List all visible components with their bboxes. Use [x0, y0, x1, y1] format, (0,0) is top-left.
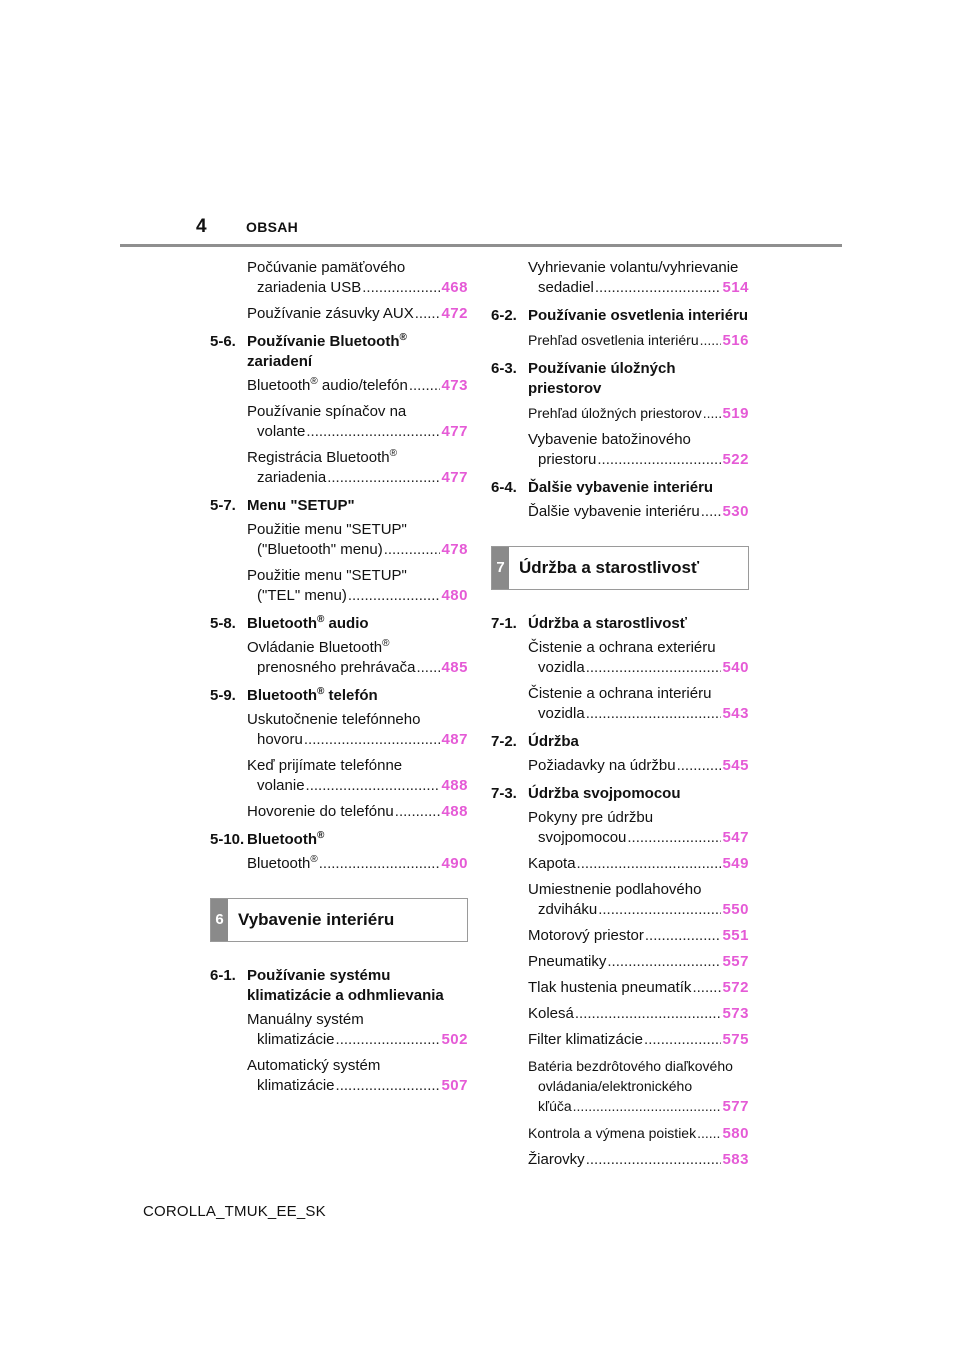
toc-section [491, 732, 749, 752]
toc-entry[interactable] [210, 402, 468, 442]
toc-entry[interactable] [210, 756, 468, 796]
entry-line [247, 802, 468, 822]
toc-entry[interactable] [491, 756, 749, 776]
page-link[interactable]: 573 [722, 1005, 749, 1022]
page-link[interactable]: 551 [722, 927, 749, 944]
toc-entry[interactable] [210, 802, 468, 822]
page-link[interactable]: 545 [722, 757, 749, 774]
entry-line [528, 900, 749, 920]
page-link[interactable]: 488 [441, 777, 468, 794]
section-number: 5-7. [210, 497, 236, 514]
entry-text: Kolesá [528, 1005, 574, 1022]
entry-text: vozidla [538, 705, 585, 722]
toc-entry[interactable] [210, 376, 468, 396]
entry-line [247, 730, 468, 750]
toc-entry[interactable] [491, 1123, 749, 1144]
page-link[interactable]: 530 [722, 503, 749, 520]
entry-line [247, 540, 468, 560]
toc-section [210, 496, 468, 516]
section-number: 6-1. [210, 967, 236, 984]
entry-line [528, 502, 749, 522]
entry-line [247, 468, 468, 488]
toc-entry[interactable] [491, 1030, 749, 1050]
section-title: Bluetooth® audio [247, 614, 369, 632]
toc-section [491, 359, 749, 399]
entry-text: Prehľad osvetlenia interiéru [528, 332, 699, 348]
page-link[interactable]: 487 [441, 731, 468, 748]
entry-text: Hovorenie do telefónu [247, 803, 394, 820]
entry-line [528, 828, 749, 848]
entry-text: Kapota [528, 855, 576, 872]
dot-leader [409, 376, 441, 396]
page-link[interactable]: 547 [722, 829, 749, 846]
dot-leader [319, 854, 441, 874]
section-number: 5-8. [210, 615, 236, 632]
section-number: 7-3. [491, 785, 517, 802]
page-link[interactable]: 477 [441, 469, 468, 486]
page-link[interactable]: 473 [441, 377, 468, 394]
dot-leader [336, 1076, 441, 1096]
chapter-title: Údržba a starostlivosť [519, 558, 700, 577]
toc-entry[interactable] [491, 854, 749, 874]
entry-text: Prehľad úložných priestorov [528, 405, 702, 421]
entry-text: ("Bluetooth" menu) [257, 541, 383, 558]
section-number: 5-10. [210, 831, 245, 848]
entry-text: vozidla [538, 659, 585, 676]
document-code: COROLLA_TMUK_EE_SK [143, 1203, 326, 1220]
page-link[interactable]: 522 [722, 451, 749, 468]
dot-leader [304, 730, 441, 750]
entry-line [247, 776, 468, 796]
section-title: Používanie Bluetooth® zariadení [247, 332, 407, 370]
toc-section [210, 966, 468, 1006]
dot-leader [692, 978, 721, 998]
dot-leader [348, 586, 441, 606]
page-link[interactable]: 488 [441, 803, 468, 820]
section-title: Údržba svojpomocou [528, 785, 681, 802]
dot-leader [598, 900, 721, 920]
entry-line: Uskutočnenie telefónneho [247, 711, 421, 728]
chapter-box[interactable] [210, 898, 468, 942]
entry-line [528, 658, 749, 678]
entry-line [528, 1096, 749, 1117]
entry-line: Registrácia Bluetooth® [247, 448, 397, 466]
page-link[interactable]: 550 [722, 901, 749, 918]
dot-leader [645, 926, 722, 946]
page-link[interactable]: 478 [441, 541, 468, 558]
page-link[interactable]: 583 [722, 1151, 749, 1168]
toc-section [491, 306, 749, 326]
page-link[interactable]: 516 [722, 332, 749, 349]
page-link[interactable]: 580 [722, 1125, 749, 1142]
entry-line [528, 756, 749, 776]
entry-line [528, 1150, 749, 1170]
entry-line: Čistenie a ochrana interiéru [528, 685, 712, 702]
section-title: Používanie systému klimatizácie a odhmlievania [247, 967, 444, 1004]
entry-line [528, 278, 749, 298]
entry-line: Umiestnenie podlahového [528, 881, 702, 898]
entry-line [247, 1076, 468, 1096]
entry-line: Batéria bezdrôtového diaľkového [528, 1058, 733, 1074]
toc-entry[interactable] [210, 854, 468, 874]
page-link[interactable]: 575 [722, 1031, 749, 1048]
section-number: 5-9. [210, 687, 236, 704]
entry-line [528, 978, 749, 998]
entry-line: Použitie menu "SETUP" [247, 521, 407, 538]
entry-text: zariadenia USB [257, 279, 362, 296]
entry-line: Čistenie a ochrana exteriéru [528, 639, 716, 656]
dot-leader [577, 854, 722, 874]
section-title: Menu "SETUP" [247, 497, 355, 514]
toc-entry[interactable] [210, 304, 468, 324]
entry-line: Pokyny pre údržbu [528, 809, 654, 826]
page-link[interactable]: 514 [722, 279, 749, 296]
toc-entry[interactable] [210, 258, 468, 298]
dot-leader [362, 278, 440, 298]
toc-entry[interactable] [491, 926, 749, 946]
entry-text: ("TEL" menu) [257, 587, 347, 604]
entry-line [247, 1030, 468, 1050]
entry-line [528, 450, 749, 470]
toc-section [210, 332, 468, 372]
entry-line [528, 330, 749, 351]
entry-text: kľúča [538, 1098, 572, 1114]
dot-leader [586, 1150, 722, 1170]
entry-text: Bluetooth® audio/telefón [247, 376, 408, 394]
section-number: 6-3. [491, 360, 517, 377]
entry-text: Kontrola a výmena poistiek [528, 1125, 697, 1141]
chapter-number-tab: 7 [492, 547, 509, 589]
entry-line [247, 304, 468, 324]
toc-entry[interactable] [491, 502, 749, 522]
entry-line: Počúvanie pamäťového [247, 259, 406, 276]
toc-entry[interactable] [491, 684, 749, 724]
entry-line [528, 403, 749, 424]
toc-entry[interactable] [491, 978, 749, 998]
toc-section [210, 830, 468, 850]
entry-line [247, 854, 468, 874]
dot-leader [415, 304, 441, 324]
page-link[interactable]: 480 [441, 587, 468, 604]
entry-line: Použitie menu "SETUP" [247, 567, 407, 584]
entry-text: Filter klimatizácie [528, 1031, 644, 1048]
section-number: 6-4. [491, 479, 517, 496]
entry-line [247, 376, 468, 396]
entry-line: ovládania/elektronického [538, 1078, 693, 1094]
section-number: 7-2. [491, 733, 517, 750]
entry-text: zariadenia [257, 469, 327, 486]
entry-line [247, 586, 468, 606]
section-title: Údržba a starostlivosť [528, 615, 687, 632]
section-number: 6-2. [491, 307, 517, 324]
dot-leader [573, 1096, 722, 1116]
dot-leader [703, 403, 722, 423]
toc-entry[interactable] [491, 880, 749, 920]
toc-entry[interactable] [491, 808, 749, 848]
dot-leader [597, 450, 721, 470]
page-link[interactable]: 507 [441, 1077, 468, 1094]
toc-entry[interactable] [210, 638, 468, 678]
dot-leader [586, 704, 722, 724]
entry-text: Bluetooth® [247, 854, 318, 872]
entry-line [528, 1004, 749, 1024]
toc-entry[interactable] [491, 638, 749, 678]
page-link[interactable]: 519 [722, 405, 749, 422]
section-title: Používanie osvetlenia interiéru [528, 307, 749, 324]
entry-line [247, 422, 468, 442]
toc-entry[interactable] [210, 520, 468, 560]
entry-text: volante [257, 423, 306, 440]
dot-leader [384, 540, 441, 560]
entry-line: Používanie spínačov na [247, 403, 407, 420]
entry-text: svojpomocou [538, 829, 627, 846]
entry-line: Vybavenie batožinového [528, 431, 691, 448]
toc-right-column [491, 254, 749, 1176]
dot-leader [607, 952, 721, 972]
entry-text: Tlak hustenia pneumatík [528, 979, 692, 996]
entry-line: Vyhrievanie volantu/vyhrievanie [528, 259, 739, 276]
entry-text: prenosného prehrávača [257, 659, 416, 676]
chapter-number-tab: 6 [211, 899, 228, 941]
toc-entry[interactable] [491, 1150, 749, 1170]
chapter-title: Vybavenie interiéru [238, 910, 395, 929]
toc-entry[interactable] [210, 1056, 468, 1096]
entry-line [247, 658, 468, 678]
section-title: Ďalšie vybavenie interiéru [528, 479, 714, 496]
header-rule [120, 244, 842, 247]
entry-text: Používanie zásuvky AUX [247, 305, 414, 322]
dot-leader [595, 278, 722, 298]
page-link[interactable]: 468 [441, 279, 468, 296]
entry-text: priestoru [538, 451, 597, 468]
section-title: Bluetooth® [247, 830, 325, 848]
toc-entry[interactable] [491, 258, 749, 298]
entry-line [528, 1123, 749, 1144]
toc-section [491, 478, 749, 498]
dot-leader [395, 802, 441, 822]
entry-line [528, 854, 749, 874]
section-title: Údržba [528, 733, 579, 750]
page-header-title: OBSAH [246, 219, 299, 235]
page-link[interactable]: 490 [441, 855, 468, 872]
toc-entry[interactable] [491, 403, 749, 424]
section-title: Používanie úložných priestorov [528, 360, 676, 397]
dot-leader [677, 756, 722, 776]
entry-line [528, 926, 749, 946]
page-link[interactable]: 472 [441, 305, 468, 322]
entry-line [528, 704, 749, 724]
page-link[interactable]: 577 [722, 1098, 749, 1115]
entry-text: volanie [257, 777, 305, 794]
page-number: 4 [196, 216, 207, 237]
entry-text: Pneumatiky [528, 953, 607, 970]
dot-leader [306, 776, 441, 796]
page-link[interactable]: 477 [441, 423, 468, 440]
entry-line: Manuálny systém [247, 1011, 364, 1028]
toc-section [210, 686, 468, 706]
entry-line: Keď prijímate telefónne [247, 757, 403, 774]
dot-leader [644, 1030, 721, 1050]
toc-section [491, 784, 749, 804]
page-link[interactable]: 572 [722, 979, 749, 996]
page-link[interactable]: 549 [722, 855, 749, 872]
entry-text: Požiadavky na údržbu [528, 757, 676, 774]
toc-section [491, 614, 749, 634]
section-title: Bluetooth® telefón [247, 686, 378, 704]
entry-text: zdviháku [538, 901, 598, 918]
dot-leader [627, 828, 721, 848]
dot-leader [327, 468, 440, 488]
toc-entry[interactable] [491, 1004, 749, 1024]
chapter-box[interactable] [491, 546, 749, 590]
entry-text: Žiarovky [528, 1151, 585, 1168]
toc-entry[interactable] [210, 710, 468, 750]
entry-text: Motorový priestor [528, 927, 644, 944]
toc-entry[interactable] [210, 1010, 468, 1050]
entry-line [528, 1030, 749, 1050]
section-number: 7-1. [491, 615, 517, 632]
dot-leader [416, 658, 440, 678]
dot-leader [306, 422, 440, 442]
page-link[interactable]: 485 [441, 659, 468, 676]
section-number: 5-6. [210, 333, 236, 350]
page-link[interactable]: 543 [722, 705, 749, 722]
dot-leader [336, 1030, 441, 1050]
entry-line: Ovládanie Bluetooth® [247, 638, 390, 656]
toc-entry[interactable] [491, 430, 749, 470]
entry-text: Ďalšie vybavenie interiéru [528, 503, 700, 520]
toc-entry[interactable] [210, 448, 468, 488]
entry-line [247, 278, 468, 298]
dot-leader [700, 330, 722, 350]
dot-leader [586, 658, 722, 678]
dot-leader [701, 502, 722, 522]
toc-entry[interactable] [210, 566, 468, 606]
toc-entry[interactable] [491, 1056, 749, 1117]
dot-leader [575, 1004, 722, 1024]
page-link[interactable]: 502 [441, 1031, 468, 1048]
page-link[interactable]: 540 [722, 659, 749, 676]
entry-text: hovoru [257, 731, 303, 748]
toc-section [210, 614, 468, 634]
page-link[interactable]: 557 [722, 953, 749, 970]
entry-text: klimatizácie [257, 1031, 335, 1048]
dot-leader [697, 1123, 721, 1143]
entry-text: sedadiel [538, 279, 594, 296]
toc-entry[interactable] [491, 330, 749, 351]
entry-line [528, 952, 749, 972]
toc-entry[interactable] [491, 952, 749, 972]
entry-line: Automatický systém [247, 1057, 381, 1074]
entry-text: klimatizácie [257, 1077, 335, 1094]
toc-left-column [210, 254, 468, 1102]
